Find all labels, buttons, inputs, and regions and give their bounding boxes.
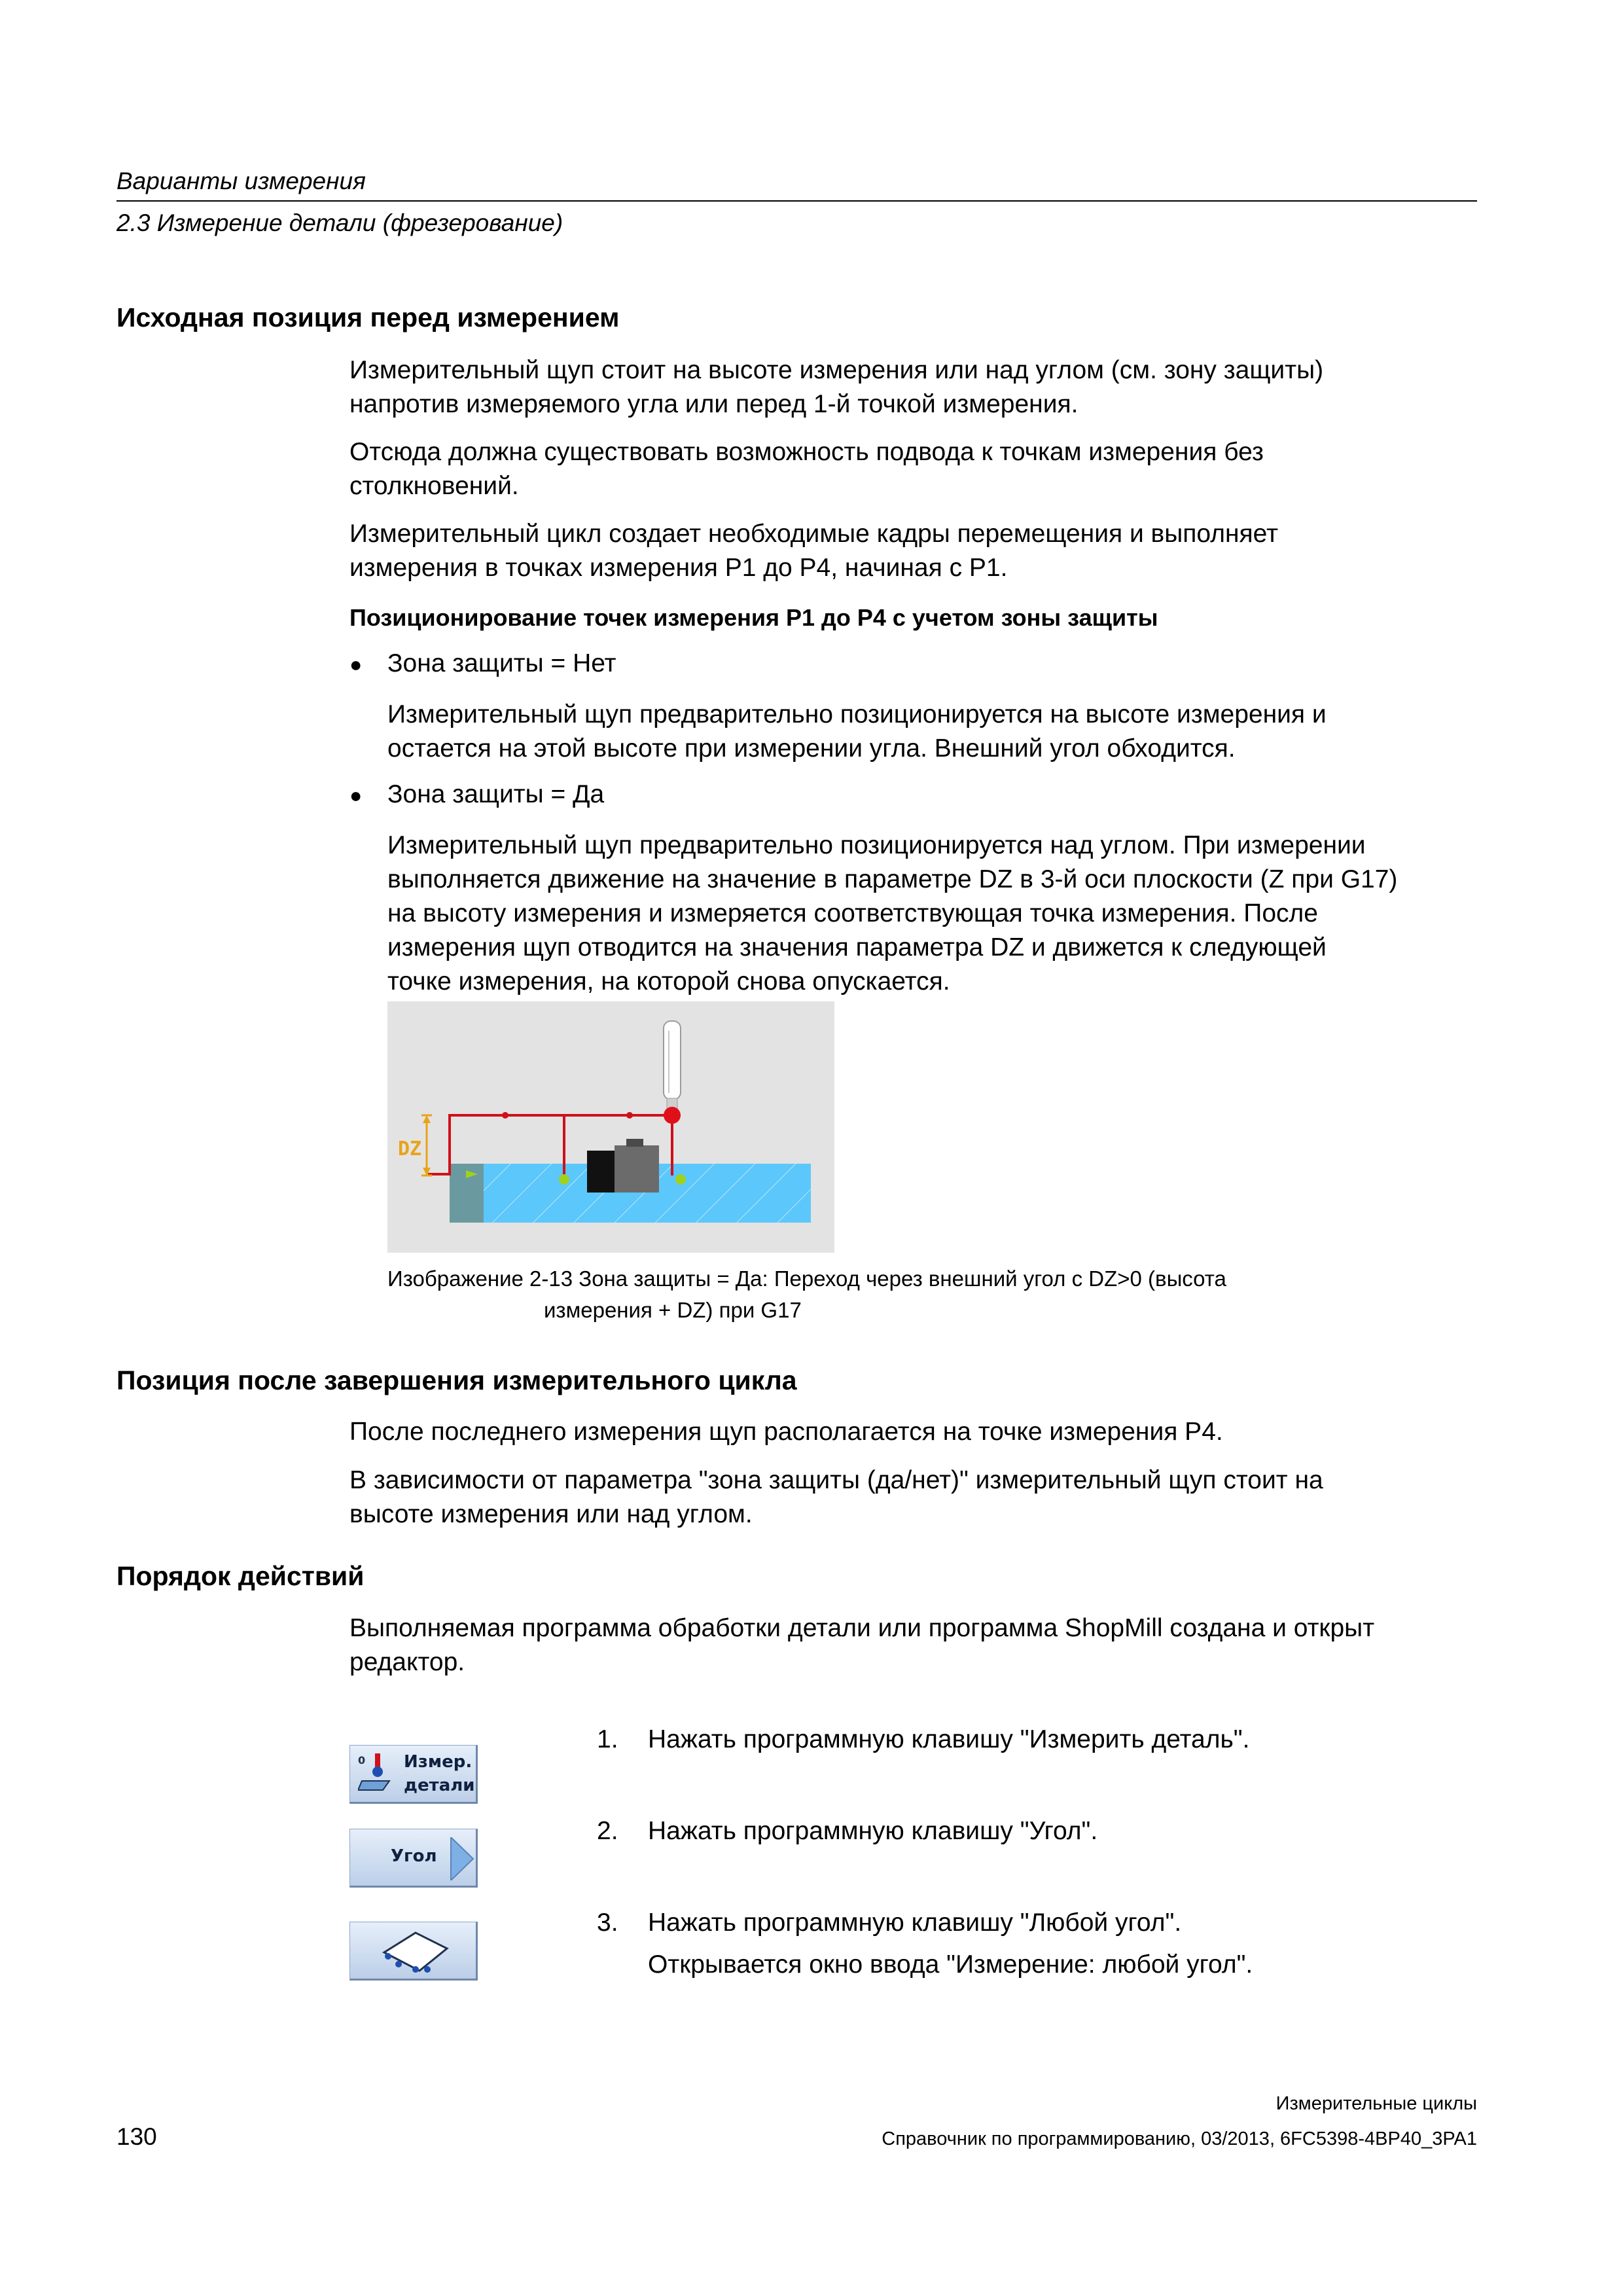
running-header-chapter: Варианты измерения	[116, 168, 366, 194]
softkey-1-label-line-1: Измер.	[404, 1752, 473, 1772]
paragraph-3	[349, 517, 1475, 585]
path-marker	[502, 1112, 508, 1119]
measuring-point	[559, 1174, 569, 1185]
bullet-1-line-1: Измерительный щуп предварительно позиционируется на высоте измерения и	[387, 700, 1327, 728]
running-header-section: 2.3 Измерение детали (фрезерование)	[116, 209, 563, 236]
paragraph-end-1-line-1: После последнего измерения щуп располагается на точке измерения P4.	[349, 1418, 1223, 1446]
bullet-dot-icon: ●	[349, 653, 363, 676]
paragraph-end-1	[349, 1415, 1475, 1449]
paragraph-end-2	[349, 1463, 1475, 1532]
step-3-text: Нажать программную клавишу "Любой угол".	[648, 1909, 1182, 1937]
step-1-text: Нажать программную клавишу "Измерить деталь".	[648, 1725, 1250, 1753]
svg-text:0: 0	[358, 1754, 366, 1767]
paragraph-end-2-line-1: В зависимости от параметра "зона защиты (да/нет)" измерительный щуп стоит на	[349, 1466, 1323, 1494]
step-2-text: Нажать программную клавишу "Угол".	[648, 1817, 1098, 1845]
paragraph-1-line-2: напротив измеряемого угла или перед 1-й точкой измерения.	[349, 390, 1079, 418]
softkey-2-label: Угол	[391, 1846, 437, 1866]
figure-caption-line-2: измерения + DZ) при G17	[544, 1298, 802, 1322]
path-marker	[626, 1112, 633, 1119]
footer-book-info: Справочник по программированию, 03/2013, 6FC5398-4BP40_3PA1	[882, 2128, 1477, 2149]
any-angle-icon	[379, 1928, 451, 1976]
paragraph-1	[349, 353, 1475, 422]
bullet-2-line-1: Измерительный щуп предварительно позиционируется над углом. При измерении	[387, 831, 1366, 859]
bullet-1-line-2: остается на этой высоте при измерении угла. Внешний угол обходится.	[387, 734, 1236, 762]
paragraph-2-line-2: столкновений.	[349, 472, 519, 500]
bullet-1-title: Зона защиты = Нет	[387, 649, 616, 677]
subheading-positioning: Позиционирование точек измерения P1 до P4 с учетом зоны защиты	[349, 604, 1158, 631]
bullet-item-2	[349, 780, 605, 809]
heading-procedure: Порядок действий	[116, 1561, 365, 1591]
figure-protection-zone	[387, 1001, 834, 1253]
obstacle-dark	[587, 1151, 615, 1193]
paragraph-2	[349, 435, 1475, 503]
header-rule	[116, 200, 1477, 202]
step-3-number: 3.	[597, 1909, 618, 1937]
figure-caption-line-1: Изображение 2-13 Зона защиты = Да: Переход через внешний угол с DZ>0 (высота	[387, 1266, 1226, 1291]
heading-end-position: Позиция после завершения измерительного цикла	[116, 1365, 797, 1395]
bullet-dot-icon: ●	[349, 783, 363, 807]
arrow-right-icon	[448, 1837, 474, 1880]
softkey-angle[interactable]	[349, 1829, 478, 1888]
paragraph-1-line-1: Измерительный щуп стоит на высоте измерения или над углом (см. зону защиты)	[349, 356, 1324, 384]
heading-start-position: Исходная позиция перед измерением	[116, 302, 620, 332]
step-1-number: 1.	[597, 1725, 618, 1753]
measuring-point	[675, 1174, 686, 1185]
procedure-intro	[349, 1611, 1475, 1679]
step-3-note: Открывается окно ввода "Измерение: любой угол".	[648, 1950, 1253, 1979]
paragraph-2-line-1: Отсюда должна существовать возможность подвода к точкам измерения без	[349, 438, 1264, 466]
step-2-number: 2.	[597, 1817, 618, 1845]
page-number: 130	[116, 2123, 157, 2150]
softkey-any-angle[interactable]	[349, 1922, 478, 1981]
bullet-2-line-3: на высоту измерения и измеряется соответствующая точка измерения. После	[387, 899, 1318, 927]
figure-diagram	[387, 1001, 834, 1253]
bullet-2-text	[387, 829, 1480, 999]
bullet-2-line-2: выполняется движение на значение в параметре DZ в 3-й оси плоскости (Z при G17)	[387, 865, 1398, 893]
softkey-1-label-line-2: детали	[404, 1776, 475, 1795]
bullet-item-1	[349, 649, 616, 678]
bullet-1-text	[387, 698, 1480, 766]
paragraph-3-line-2: измерения в точках измерения P1 до P4, начиная с P1.	[349, 554, 1008, 582]
softkey-measure-workpiece[interactable]	[349, 1745, 478, 1804]
paragraph-end-2-line-2: высоте измерения или над углом.	[349, 1500, 753, 1528]
dz-label: DZ	[398, 1138, 422, 1160]
obstacle-cap	[626, 1139, 643, 1147]
obstacle-grey	[615, 1145, 659, 1193]
bullet-2-line-4: измерения щуп отводится на значения параметра DZ и движется к следующей	[387, 933, 1327, 961]
paragraph-3-line-1: Измерительный цикл создает необходимые кадры перемещения и выполняет	[349, 520, 1278, 548]
procedure-intro-line-1: Выполняемая программа обработки детали или программа ShopMill создана и открыт	[349, 1614, 1375, 1642]
bullet-2-line-5: точке измерения, на которой снова опускается.	[387, 967, 950, 996]
bullet-2-title: Зона защиты = Да	[387, 780, 605, 808]
footer-book-title: Измерительные циклы	[1275, 2093, 1477, 2114]
measure-workpiece-icon	[358, 1752, 393, 1795]
probe-tip	[664, 1107, 681, 1124]
procedure-intro-line-2: редактор.	[349, 1648, 465, 1676]
